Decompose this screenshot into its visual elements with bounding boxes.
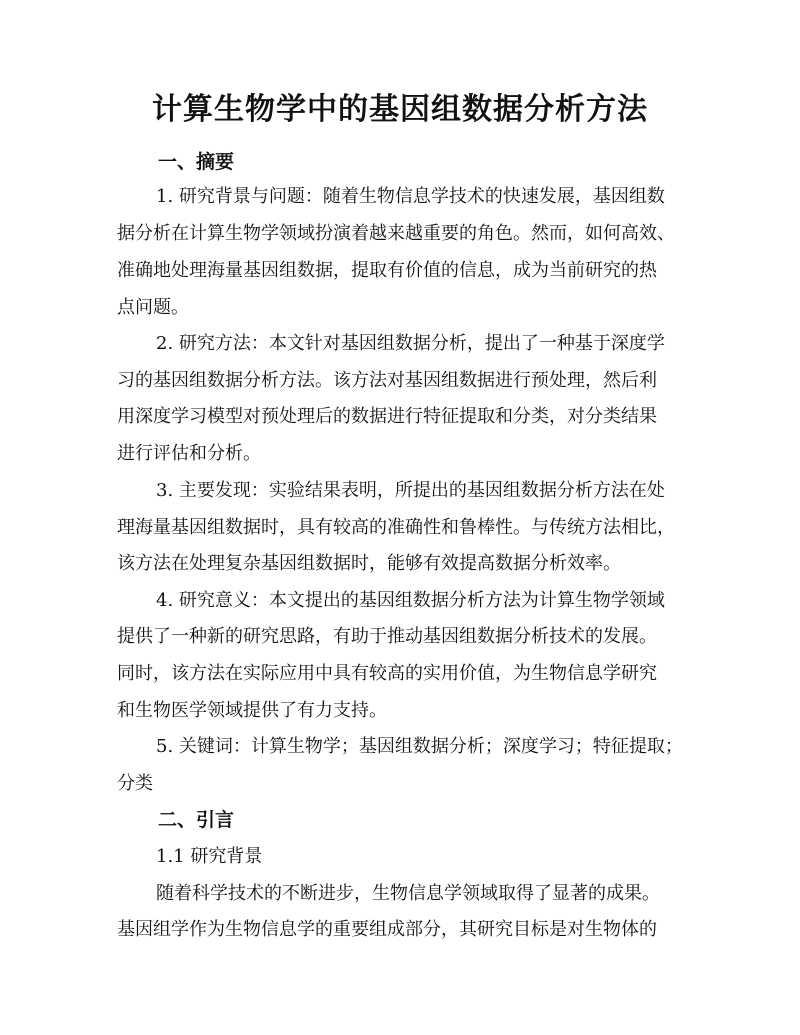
- paragraph-line: 点问题。: [117, 297, 189, 318]
- paragraph-line: 随着科学技术的不断进步，生物信息学领域取得了显著的成果。: [156, 883, 660, 904]
- section-heading-introduction: 二、引言: [158, 809, 235, 831]
- paragraph-line: 理海量基因组数据时，具有较高的准确性和鲁棒性。与传统方法相比，: [117, 517, 675, 538]
- paragraph-line: 2. 研究方法：本文针对基因组数据分析，提出了一种基于深度学: [156, 333, 665, 354]
- paragraph-line: 习的基因组数据分析方法。该方法对基因组数据进行预处理，然后利: [117, 370, 657, 391]
- paragraph-line: 1. 研究背景与问题：随着生物信息学技术的快速发展，基因组数: [156, 186, 665, 207]
- paragraph-line: 同时，该方法在实际应用中具有较高的实用价值，为生物信息学研究: [117, 663, 657, 684]
- paragraph-line: 用深度学习模型对预处理后的数据进行特征提取和分类，对分类结果: [117, 406, 657, 427]
- paragraph-line: 准确地处理海量基因组数据，提取有价值的信息，成为当前研究的热: [117, 260, 657, 281]
- paragraph-line: 据分析在计算生物学领域扮演着越来越重要的角色。然而，如何高效、: [117, 223, 675, 244]
- document-title: 计算生物学中的基因组数据分析方法: [152, 92, 648, 127]
- paragraph-line: 4. 研究意义：本文提出的基因组数据分析方法为计算生物学领域: [156, 590, 665, 611]
- paragraph-line: 进行评估和分析。: [117, 443, 261, 464]
- paragraph-line: 提供了一种新的研究思路，有助于推动基因组数据分析技术的发展。: [117, 626, 657, 647]
- section-heading-abstract: 一、摘要: [158, 151, 235, 173]
- paragraph-line: 3. 主要发现：实验结果表明，所提出的基因组数据分析方法在处: [156, 480, 665, 501]
- paragraph-line: 该方法在处理复杂基因组数据时，能够有效提高数据分析效率。: [117, 553, 621, 574]
- paragraph-line: 分类: [117, 773, 153, 794]
- subsection-heading: 1.1 研究背景: [156, 846, 263, 867]
- paragraph-line: 和生物医学领域提供了有力支持。: [117, 700, 387, 721]
- paragraph-line: 5. 关键词：计算生物学；基因组数据分析；深度学习；特征提取；: [156, 736, 683, 757]
- paragraph-line: 基因组学作为生物信息学的重要组成部分，其研究目标是对生物体的: [117, 919, 657, 940]
